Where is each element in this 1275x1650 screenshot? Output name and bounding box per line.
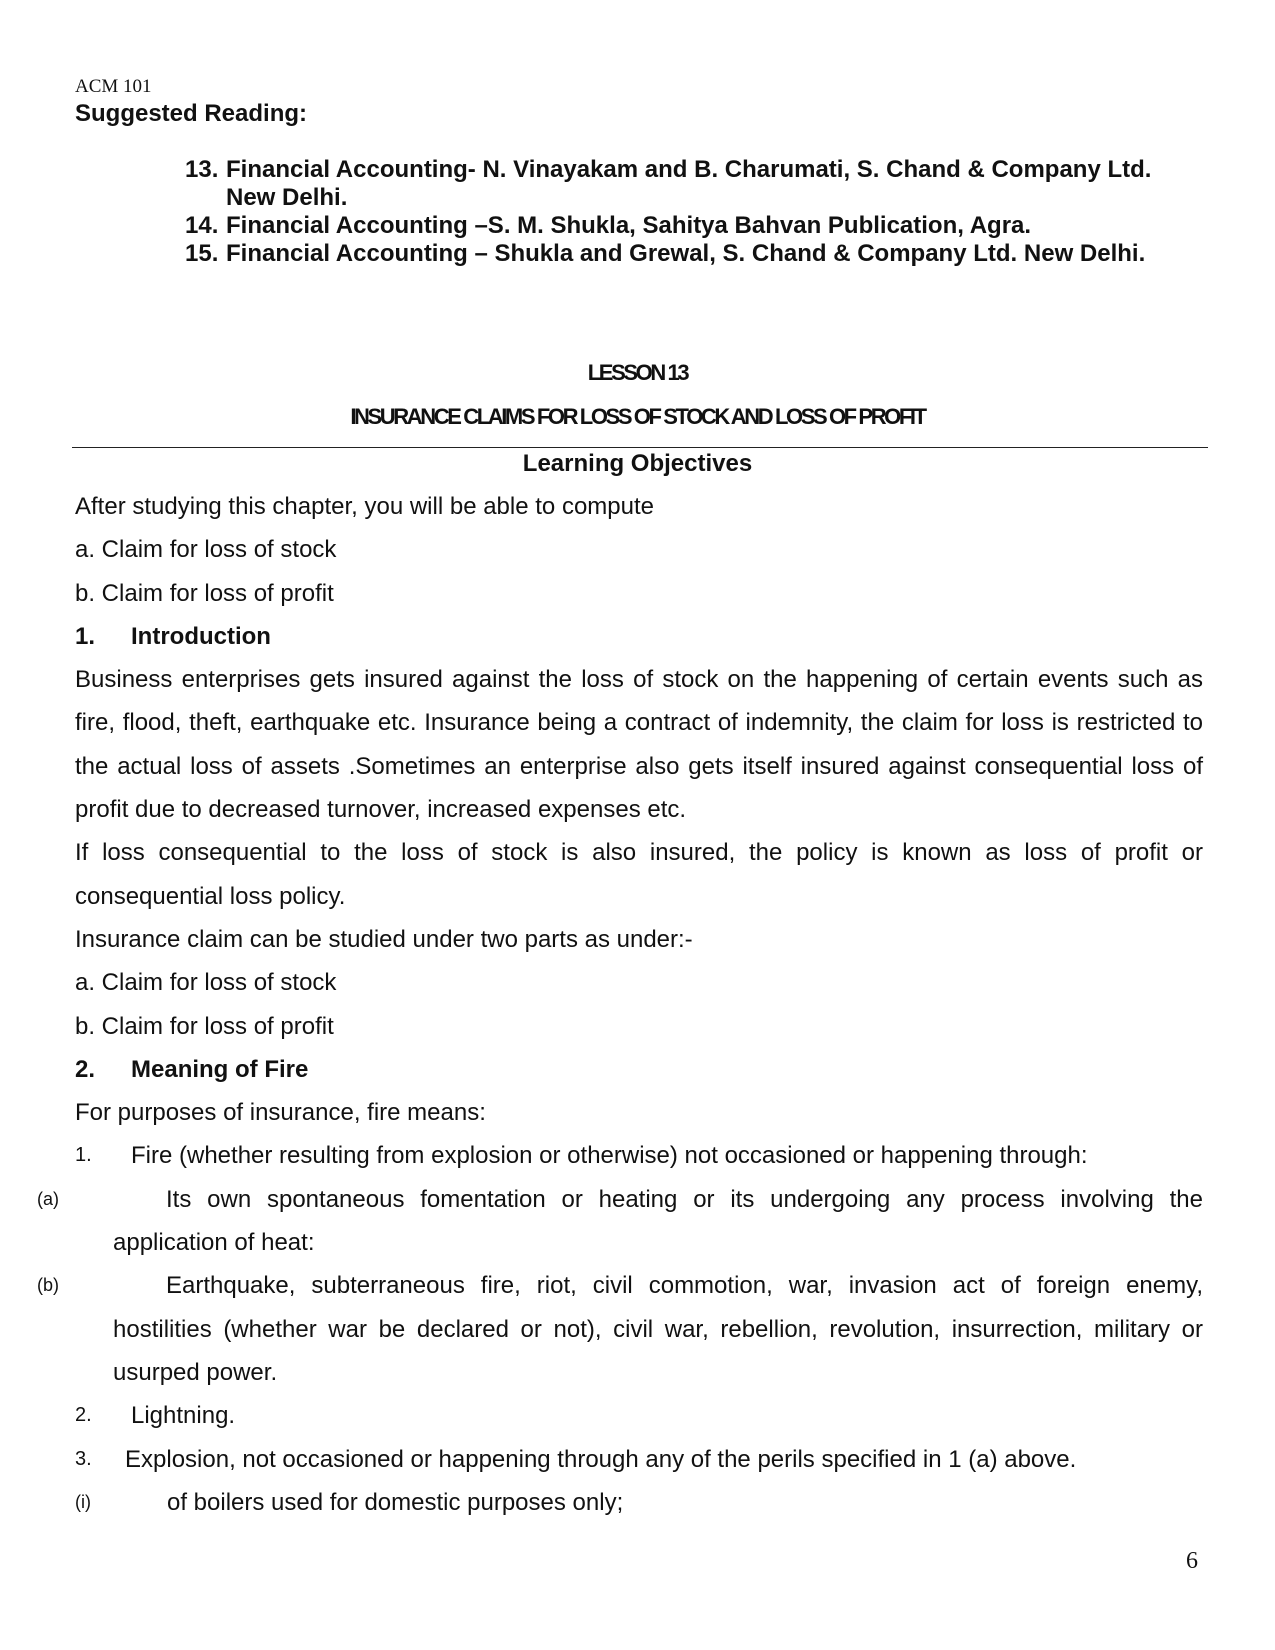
claim-part-item: b. Claim for loss of profit bbox=[75, 1012, 334, 1040]
lesson-number: LESSON 13 bbox=[587, 360, 688, 385]
sub-item-label: (i) bbox=[75, 1491, 91, 1512]
reading-text: Financial Accounting –S. M. Shukla, Sahitya Bahvan Publication, Agra. bbox=[226, 212, 1032, 239]
item-text: Fire (whether resulting from explosion or otherwise) not occasioned or happening through: bbox=[131, 1142, 1088, 1170]
sub-item-label: (a) bbox=[37, 1188, 59, 1209]
section-heading-introduction bbox=[75, 615, 1203, 658]
objective-item: b. Claim for loss of profit bbox=[75, 579, 334, 607]
section-number: 1. bbox=[75, 622, 96, 650]
item-number: 2. bbox=[75, 1404, 92, 1427]
page-number: 6 bbox=[1186, 1548, 1198, 1574]
section-title: Introduction bbox=[131, 622, 271, 650]
reading-number: 15. bbox=[185, 240, 219, 267]
item-text: Explosion, not occasioned or happening through any of the perils specified in 1 (a) above. bbox=[125, 1445, 1077, 1473]
title-divider bbox=[72, 447, 1208, 448]
reading-item bbox=[185, 156, 1205, 212]
objective-item: a. Claim for loss of stock bbox=[75, 536, 337, 564]
learning-objectives-heading: Learning Objectives bbox=[522, 450, 753, 477]
sub-item-text: of boilers used for domestic purposes only; bbox=[167, 1488, 624, 1516]
objectives-intro: After studying this chapter, you will be able to compute bbox=[75, 493, 654, 520]
reading-list bbox=[185, 156, 1205, 268]
course-code: ACM 101 bbox=[75, 76, 152, 97]
numbered-item bbox=[75, 1438, 1203, 1481]
lesson-title: INSURANCE CLAIMS FOR LOSS OF STOCK AND LOSS OF PROFIT bbox=[350, 404, 925, 429]
sub-item-text: Its own spontaneous fomentation or heating or its undergoing any process involving the application of heat: bbox=[113, 1185, 1203, 1257]
section-title: Meaning of Fire bbox=[131, 1055, 309, 1083]
reading-text: Financial Accounting – Shukla and Grewal, S. Chand & Company Ltd. New Delhi. bbox=[226, 240, 1146, 267]
paragraph: If loss consequential to the loss of stock is also insured, the policy is known as loss of profit or consequential loss policy. bbox=[75, 839, 1203, 910]
paragraph: For purposes of insurance, fire means: bbox=[75, 1099, 486, 1127]
item-text: Lightning. bbox=[131, 1402, 236, 1430]
paragraph: Insurance claim can be studied under two parts as under:- bbox=[75, 925, 693, 953]
sub-item bbox=[37, 1178, 1203, 1265]
reading-text: Financial Accounting- N. Vinayakam and B. Charumati, S. Chand & Company Ltd. New Delhi. bbox=[226, 156, 1152, 211]
section-number: 2. bbox=[75, 1055, 96, 1083]
sub-item-label: (b) bbox=[37, 1275, 59, 1296]
reading-item bbox=[185, 212, 1205, 240]
item-number: 1. bbox=[75, 1144, 92, 1167]
lesson-body bbox=[37, 485, 1203, 1524]
reading-item bbox=[185, 240, 1205, 268]
sub-item-text: Earthquake, subterraneous fire, riot, civil commotion, war, invasion act of foreign enemy, hostilities (whether war be declared or not), civil war, rebellion, revolution, insurrection, military or usurped power. bbox=[113, 1272, 1203, 1386]
sub-item bbox=[75, 1481, 1203, 1524]
numbered-item bbox=[75, 1134, 1203, 1177]
reading-number: 14. bbox=[185, 212, 219, 239]
suggested-reading-heading: Suggested Reading: bbox=[75, 100, 308, 127]
numbered-item bbox=[75, 1394, 1203, 1437]
paragraph: Business enterprises gets insured against the loss of stock on the happening of certain events such as fire, flood, theft, earthquake etc. Insurance being a contract of indemnity, the claim for loss is restricted to the actual loss of assets .Sometimes an enterprise also gets itself insured against consequential loss of profit due to decreased turnover, increased expenses etc. bbox=[75, 666, 1203, 824]
claim-part-item: a. Claim for loss of stock bbox=[75, 969, 337, 997]
section-heading-meaning-of-fire bbox=[75, 1048, 1203, 1091]
sub-item bbox=[37, 1264, 1203, 1394]
item-number: 3. bbox=[75, 1447, 92, 1470]
reading-number: 13. bbox=[185, 156, 219, 183]
